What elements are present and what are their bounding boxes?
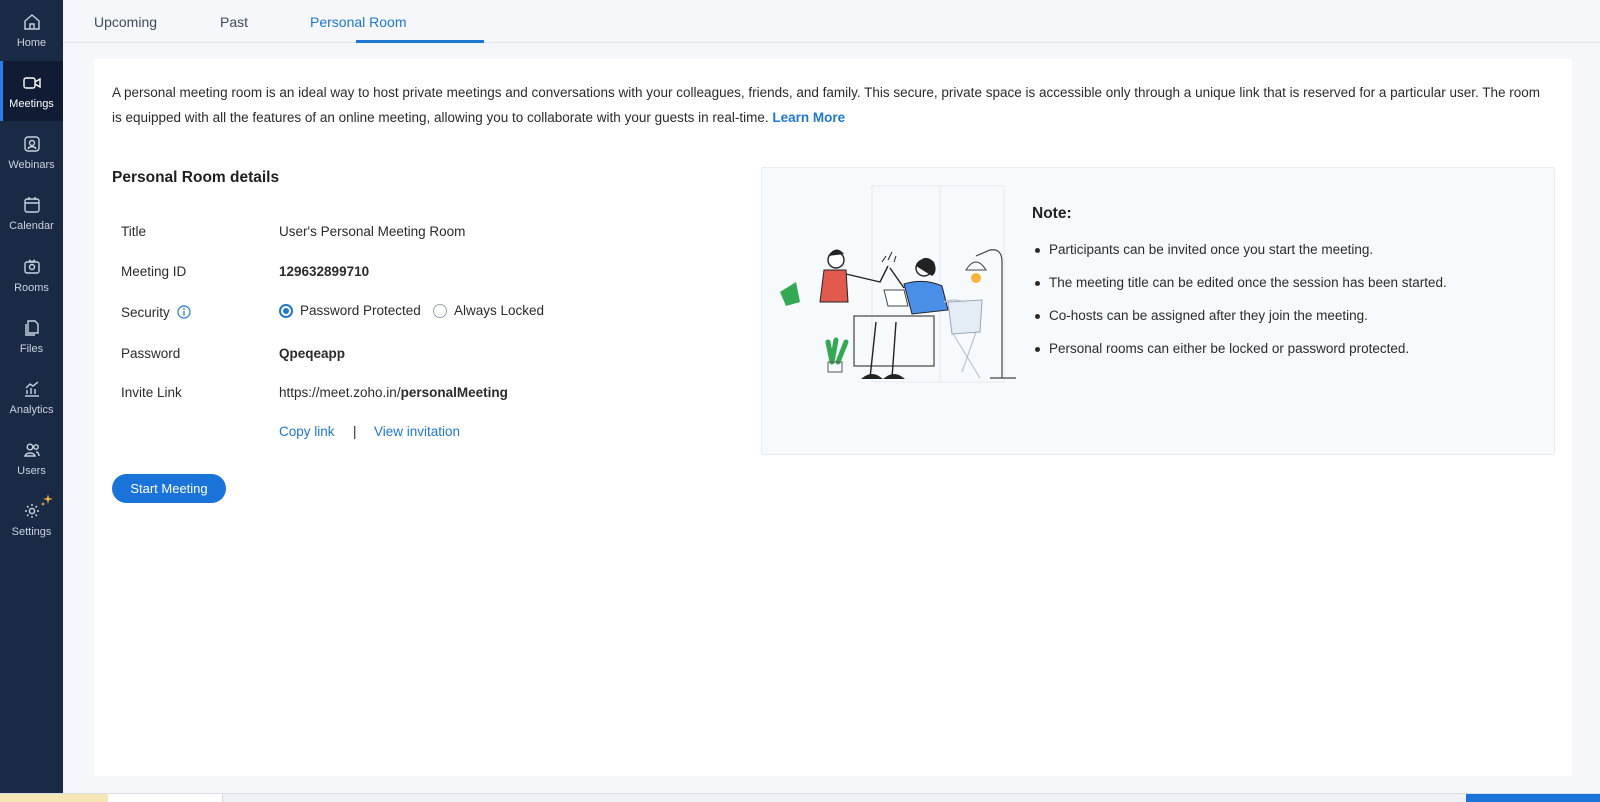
title-value: User's Personal Meeting Room xyxy=(279,224,466,239)
radio-password-protected-label: Password Protected xyxy=(300,303,421,318)
radio-always-locked[interactable] xyxy=(433,303,544,318)
note-card xyxy=(761,167,1555,455)
webinar-icon xyxy=(22,134,42,154)
sidebar-item-settings[interactable] xyxy=(0,489,63,549)
taskbar-item[interactable] xyxy=(0,794,108,802)
sparkle-icon xyxy=(40,493,54,507)
personal-room-panel xyxy=(94,59,1572,776)
invite-link-label: Invite Link xyxy=(121,385,182,400)
radio-checked-icon xyxy=(279,304,293,318)
sidebar-label-meetings: Meetings xyxy=(9,97,54,110)
password-label: Password xyxy=(121,346,181,361)
copy-link-button[interactable]: Copy link xyxy=(279,424,335,439)
meeting-id-label: Meeting ID xyxy=(121,264,187,279)
rooms-icon xyxy=(22,257,42,277)
files-icon xyxy=(22,318,42,338)
radio-always-locked-label: Always Locked xyxy=(454,303,545,318)
sidebar-label-settings: Settings xyxy=(11,525,52,538)
active-tab-indicator xyxy=(356,40,484,43)
security-label: Security xyxy=(121,305,170,320)
sidebar-label-home: Home xyxy=(16,36,47,49)
sidebar-label-analytics: Analytics xyxy=(9,403,54,416)
sidebar-label-calendar: Calendar xyxy=(9,219,54,232)
note-item: The meeting title can be edited once the session has been started. xyxy=(1032,273,1447,306)
start-meeting-button[interactable]: Start Meeting xyxy=(112,474,226,503)
security-label-row xyxy=(121,305,191,320)
sidebar-item-webinars[interactable] xyxy=(0,122,63,182)
tab-personal-room[interactable]: Personal Room xyxy=(310,13,407,30)
video-icon xyxy=(22,73,42,93)
taskbar xyxy=(0,793,1600,802)
sidebar-item-calendar[interactable] xyxy=(0,183,63,243)
home-icon xyxy=(22,12,42,32)
note-list xyxy=(1032,240,1447,372)
intro-text xyxy=(112,81,1552,130)
note-item: Participants can be invited once you start the meeting. xyxy=(1032,240,1447,273)
analytics-icon xyxy=(22,379,42,399)
sidebar-label-rooms: Rooms xyxy=(14,281,49,294)
sidebar-label-files: Files xyxy=(19,342,44,355)
users-icon xyxy=(22,440,42,460)
intro-description: A personal meeting room is an ideal way to host private meetings and conversations with your colleagues, friends, and family. This secure, private space is accessible only through a unique link that is reserved for a particular user. The room is equipped with all the features of an online meeting, allowing you to collaborate with your guests in real-time. xyxy=(112,85,1540,125)
note-item: Co-hosts can be assigned after they join the meeting. xyxy=(1032,306,1447,339)
password-value: Qpeqeapp xyxy=(279,346,346,361)
sidebar-item-users[interactable] xyxy=(0,428,63,488)
invite-link-value xyxy=(279,385,508,400)
meeting-id-value: 129632899710 xyxy=(279,264,370,279)
radio-unchecked-icon xyxy=(433,304,447,318)
sidebar-item-home[interactable] xyxy=(0,0,63,60)
note-item: Personal rooms can either be locked or password protected. xyxy=(1032,339,1447,372)
taskbar-item[interactable] xyxy=(1466,794,1600,802)
sidebar-item-analytics[interactable] xyxy=(0,367,63,427)
link-separator: | xyxy=(353,424,357,439)
sidebar xyxy=(0,0,63,802)
tab-upcoming[interactable]: Upcoming xyxy=(94,13,158,30)
settings-icon xyxy=(22,501,42,521)
taskbar-item[interactable] xyxy=(108,794,223,802)
sidebar-label-webinars: Webinars xyxy=(8,158,55,171)
high-five-illustration xyxy=(776,182,1026,392)
invite-link-prefix: https://meet.zoho.in/ xyxy=(279,385,401,400)
view-invitation-link[interactable]: View invitation xyxy=(374,424,461,439)
section-title: Personal Room details xyxy=(112,169,280,186)
note-title: Note: xyxy=(1032,205,1072,222)
sidebar-item-rooms[interactable] xyxy=(0,245,63,305)
title-label: Title xyxy=(121,224,147,239)
invite-link-path: personalMeeting xyxy=(400,385,508,400)
learn-more-link[interactable]: Learn More xyxy=(772,109,846,125)
calendar-icon xyxy=(22,195,42,215)
sidebar-item-files[interactable] xyxy=(0,306,63,366)
info-icon[interactable] xyxy=(177,305,191,319)
meeting-tabs xyxy=(63,0,1600,43)
radio-password-protected[interactable] xyxy=(279,303,421,318)
tab-past[interactable]: Past xyxy=(220,13,249,30)
sidebar-label-users: Users xyxy=(17,464,46,477)
sidebar-item-meetings[interactable] xyxy=(0,61,63,121)
